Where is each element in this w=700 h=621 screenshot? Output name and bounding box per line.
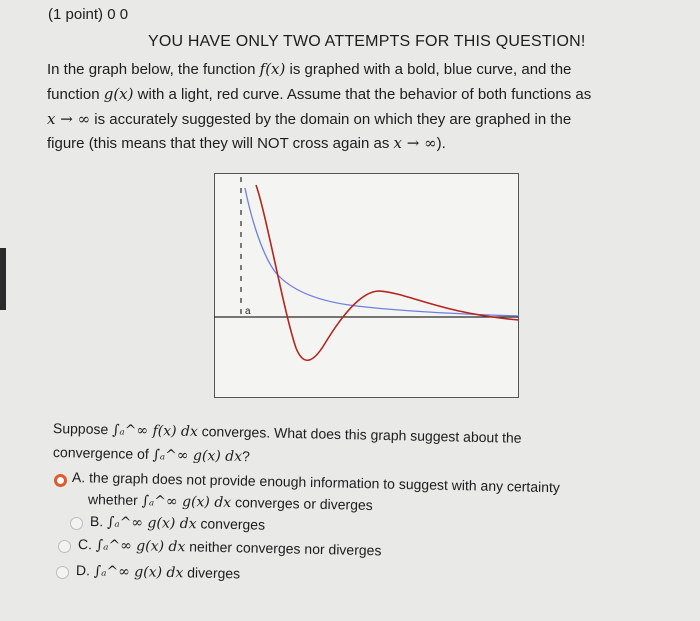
paragraph-text: is graphed with a bold, blue curve, and the: [285, 61, 572, 78]
option-d-label: [76, 562, 241, 582]
question-text: ?: [241, 447, 251, 465]
integral-f: ∫ₐ^∞ f(x) dx: [111, 422, 199, 441]
option-a-radio[interactable]: [54, 474, 67, 487]
option-d-radio[interactable]: [56, 566, 69, 579]
paragraph-line-3: [47, 110, 571, 128]
option-letter: B.: [89, 513, 104, 530]
option-text: diverges: [183, 564, 241, 582]
x-to-infinity: x → ∞: [47, 110, 91, 128]
function-graph: [214, 173, 519, 398]
option-letter: D.: [75, 562, 91, 579]
option-text: the graph does not provide enough information to suggest with any certainty: [88, 469, 561, 496]
f-of-x: f(x): [259, 60, 286, 78]
question-text: converges. What does this graph suggest about the: [197, 423, 522, 446]
paragraph-text: is accurately suggested by the domain on which they are graphed in the: [90, 111, 572, 128]
paragraph-text: ).: [436, 135, 446, 152]
option-a-line-2: [88, 491, 373, 514]
paragraph-line-2: [47, 85, 591, 103]
g-of-x: g(x): [103, 85, 134, 103]
option-c-radio[interactable]: [58, 540, 71, 553]
question-line-2: [53, 444, 250, 465]
option-c-label: [78, 536, 382, 559]
paragraph-text: function: [47, 86, 104, 103]
option-text: converges or diverges: [230, 494, 373, 513]
attempts-warning: YOU HAVE ONLY TWO ATTEMPTS FOR THIS QUESTION!: [148, 33, 586, 50]
paragraph-text: with a light, red curve. Assume that the behavior of both functions as: [133, 86, 592, 103]
integral-g: ∫ₐ^∞ g(x) dx: [95, 537, 186, 556]
integral-g: ∫ₐ^∞ g(x) dx: [141, 493, 232, 511]
paragraph-line-4: [47, 134, 446, 152]
left-edge-bar: [0, 248, 6, 310]
graph-frame: [215, 174, 519, 398]
option-letter: C.: [77, 536, 93, 553]
paragraph-text: figure (this means that they will NOT cross again as: [47, 135, 394, 152]
points-header: (1 point) 0 0: [48, 6, 129, 23]
integral-g: ∫ₐ^∞ g(x) dx: [152, 447, 243, 465]
option-b-radio[interactable]: [70, 517, 83, 530]
paragraph-text: In the graph below, the function: [47, 61, 260, 78]
option-text: converges: [196, 515, 266, 533]
a-label: a: [245, 306, 251, 317]
option-text: whether: [87, 491, 142, 509]
option-text: neither converges nor diverges: [185, 538, 382, 559]
question-text: convergence of: [52, 444, 153, 463]
x-to-infinity: x → ∞: [393, 134, 437, 152]
option-b-label: [90, 513, 265, 534]
question-line-1: [53, 420, 522, 447]
integral-g: ∫ₐ^∞ g(x) dx: [106, 514, 197, 533]
integral-g: ∫ₐ^∞ g(x) dx: [93, 563, 184, 582]
paragraph-line-1: [47, 60, 571, 78]
question-text: Suppose: [52, 420, 113, 438]
option-letter: A.: [71, 469, 86, 486]
